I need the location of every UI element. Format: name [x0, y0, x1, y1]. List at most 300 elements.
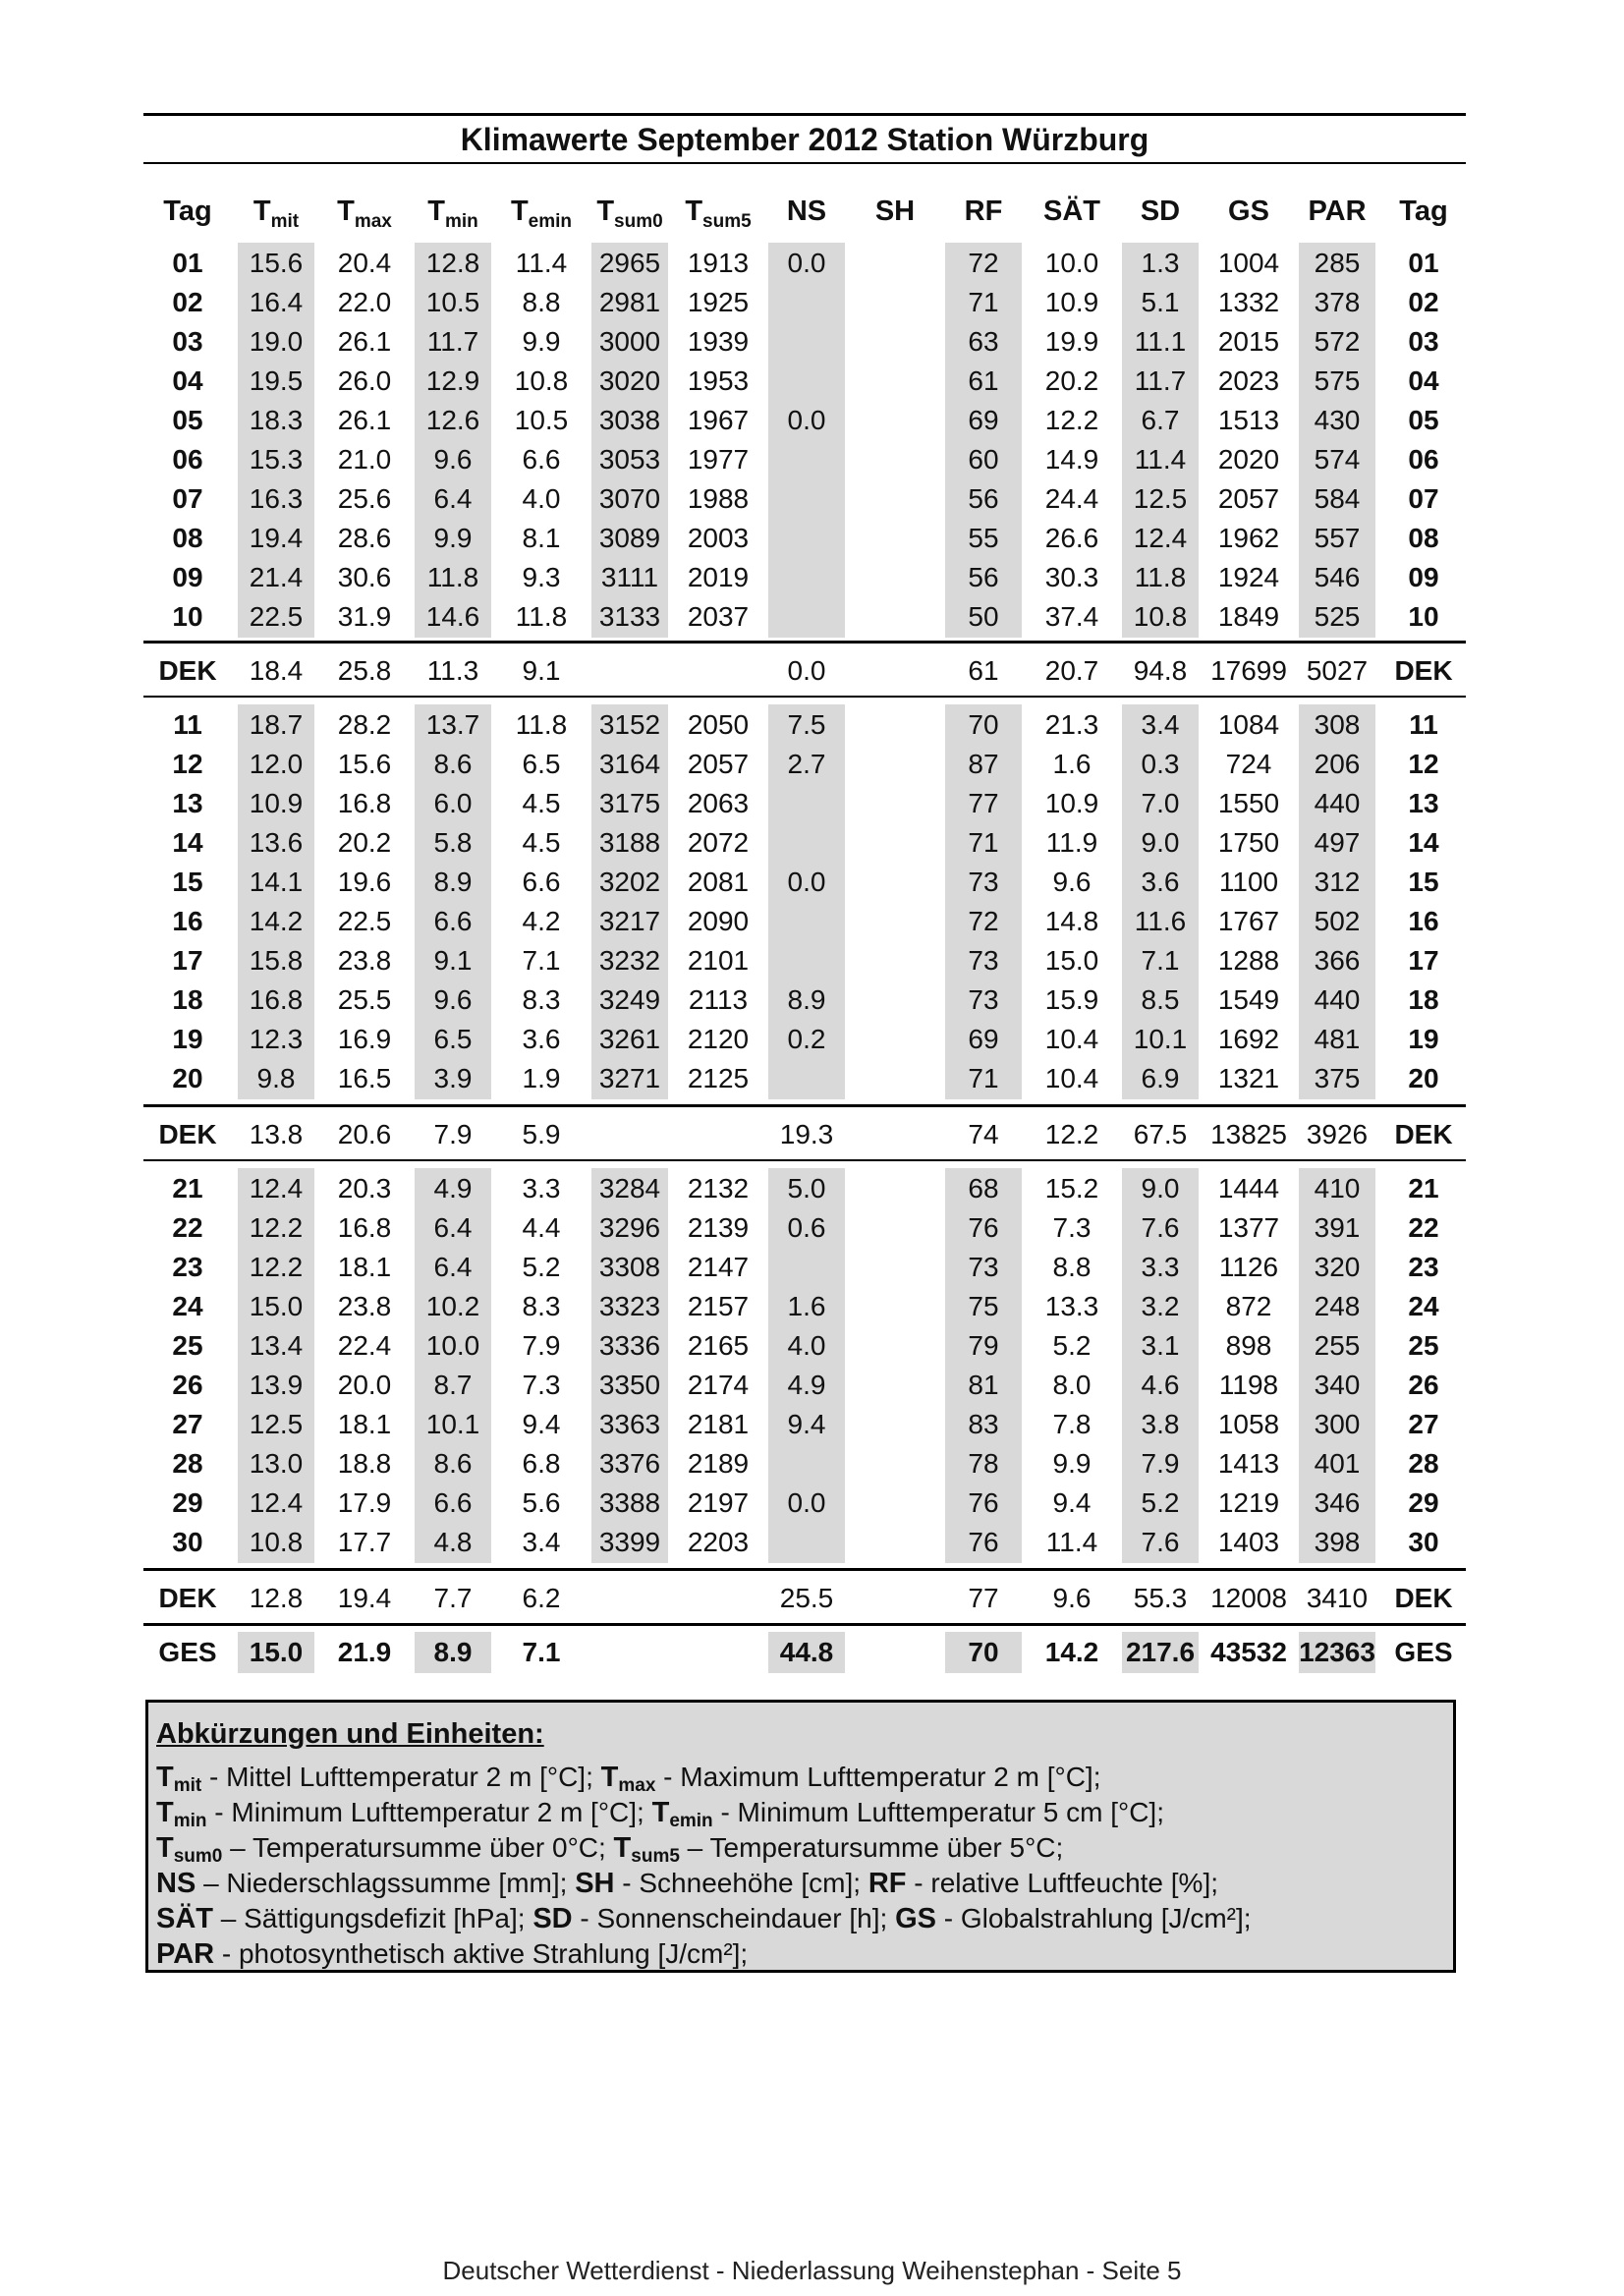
- day-row-tmit: 14.1: [249, 867, 304, 897]
- separator-rule: [143, 1104, 1466, 1107]
- day-row-tsum5: 1925: [687, 287, 750, 317]
- decade-summary-row-tag: DEK: [158, 655, 217, 686]
- day-row-tsum5: 2057: [687, 749, 750, 779]
- day-row-ns: [762, 902, 851, 941]
- day-row-temin: 7.3: [522, 1370, 561, 1400]
- legend-abbreviation: GS: [895, 1903, 936, 1934]
- day-row-tmax: 19.6: [337, 867, 392, 897]
- day-row-tmax: 21.0: [337, 444, 392, 475]
- legend-abbreviation: T: [613, 1832, 632, 1864]
- legend-subscript: sum5: [631, 1846, 680, 1867]
- day-row-gs: 1924: [1217, 562, 1280, 592]
- day-row-rf: 73: [968, 867, 999, 897]
- day-row-saet: 14.9: [1044, 444, 1099, 475]
- legend-line: [156, 1760, 1445, 1795]
- day-row-tsum0: 3188: [598, 827, 661, 858]
- day-row-sd: 7.1: [1141, 945, 1180, 976]
- day-row-tag-right: 21: [1408, 1173, 1439, 1204]
- legend-subscript: emin: [669, 1811, 713, 1831]
- day-row-tsum5: 2139: [687, 1212, 750, 1243]
- day-row-tmin: 9.9: [433, 523, 473, 553]
- day-row-ns: [762, 1059, 851, 1098]
- day-row-par: 574: [1314, 444, 1361, 475]
- day-row-tmax: 20.3: [337, 1173, 392, 1204]
- day-row-par: 584: [1314, 483, 1361, 514]
- day-row-tsum0: 3232: [598, 945, 661, 976]
- day-row-tmit: 13.6: [249, 827, 304, 858]
- day-row-tsum0: 2981: [598, 287, 661, 317]
- day-row-sh: [851, 1287, 939, 1326]
- day-row-ns: [762, 479, 851, 519]
- day-row-tsum0: 3249: [598, 984, 661, 1015]
- day-row-tmit: 18.3: [249, 405, 304, 435]
- day-row-tmax: 22.4: [337, 1330, 392, 1361]
- legend-lines: [156, 1760, 1445, 1972]
- day-row-tag-right: 29: [1408, 1487, 1439, 1518]
- day-row-tmax: 22.0: [337, 287, 392, 317]
- decade-summary-row-tmin: 11.3: [426, 655, 479, 686]
- header-label: RF: [964, 196, 1003, 227]
- decade-summary-row-tag-right: DEK: [1394, 655, 1453, 686]
- day-row-sh: [851, 1405, 939, 1444]
- day-row-tmin: 8.6: [433, 1448, 473, 1479]
- decade-summary-row-saet: 20.7: [1044, 655, 1099, 686]
- header-label: T: [596, 196, 615, 227]
- day-row-temin: 7.1: [522, 945, 561, 976]
- day-row-tmax: 18.8: [337, 1448, 392, 1479]
- decade-summary-row-par: 5027: [1306, 655, 1369, 686]
- day-row-sd: 5.1: [1141, 287, 1180, 317]
- day-row-temin: 6.6: [522, 444, 561, 475]
- decade-summary-row-rf: 77: [968, 1583, 999, 1613]
- day-row-par: 346: [1314, 1487, 1361, 1518]
- decade-summary-row-ns: 25.5: [779, 1583, 834, 1613]
- page-footer: Deutscher Wetterdienst - Niederlassung Weihenstephan - Seite 5: [442, 2256, 1182, 2285]
- decade-summary-row-tsum5: [674, 1579, 762, 1618]
- day-row-temin: 4.2: [522, 906, 561, 936]
- day-row-tag-right: 19: [1408, 1024, 1439, 1054]
- day-row-tmit: 15.3: [249, 444, 304, 475]
- day-row-sh: [851, 1326, 939, 1366]
- day-row-tmit: 12.4: [249, 1487, 304, 1518]
- day-row-tsum0: 3271: [598, 1063, 661, 1093]
- header-label: Tag: [1399, 196, 1448, 227]
- header-label: SH: [874, 196, 916, 227]
- day-row-tmax: 25.6: [337, 483, 392, 514]
- day-row-tsum5: 2132: [687, 1173, 750, 1204]
- total-row-tmin: 8.9: [433, 1637, 473, 1667]
- legend-subscript: sum0: [173, 1846, 223, 1867]
- day-row-gs: 1198: [1218, 1370, 1279, 1400]
- day-row-tmit: 12.2: [249, 1212, 304, 1243]
- day-row-tag-right: 28: [1408, 1448, 1439, 1479]
- total-row-saet: 14.2: [1044, 1637, 1099, 1667]
- header-subscript: max: [354, 211, 392, 232]
- separator-rule: [143, 1568, 1466, 1571]
- day-row-saet: 15.2: [1044, 1173, 1099, 1204]
- decade-summary-row-tsum5: [674, 1115, 762, 1154]
- legend-abbreviation: PAR: [156, 1938, 215, 1970]
- day-row-gs: 1549: [1217, 984, 1280, 1015]
- day-row-sd: 0.3: [1141, 749, 1180, 779]
- day-row-tmax: 23.8: [337, 945, 392, 976]
- day-row-tsum0: 3388: [598, 1487, 661, 1518]
- column-header-sh: [851, 189, 939, 234]
- day-row-sh: [851, 1059, 939, 1098]
- day-row-temin: 4.4: [522, 1212, 561, 1243]
- day-row-temin: 8.3: [522, 984, 561, 1015]
- legend-line: [156, 1830, 1445, 1866]
- day-row-saet: 7.8: [1052, 1409, 1092, 1439]
- day-row-tmax: 20.0: [337, 1370, 392, 1400]
- total-row-ns: 44.8: [779, 1637, 834, 1667]
- day-row-sh: [851, 705, 939, 745]
- day-row-tmit: 12.0: [249, 749, 304, 779]
- day-row-rf: 63: [968, 326, 999, 357]
- day-row-tag-right: 23: [1408, 1252, 1439, 1282]
- day-row-tsum0: 3070: [598, 483, 661, 514]
- day-row-tsum0: 3261: [598, 1024, 661, 1054]
- day-row-tsum0: 3133: [598, 601, 661, 632]
- day-row-tag: 11: [173, 709, 202, 740]
- day-row-tmin: 10.1: [425, 1409, 480, 1439]
- day-row-rf: 77: [968, 788, 999, 818]
- day-row-sd: 9.0: [1141, 1173, 1180, 1204]
- day-row-rf: 68: [968, 1173, 999, 1204]
- day-row-tsum0: 3308: [598, 1252, 661, 1282]
- day-row-par: 340: [1314, 1370, 1361, 1400]
- day-row-par: 502: [1314, 906, 1361, 936]
- day-row-rf: 72: [968, 906, 999, 936]
- day-row-tsum5: 1977: [687, 444, 750, 475]
- day-row-tsum0: 3000: [598, 326, 661, 357]
- day-row-tag: 27: [172, 1409, 203, 1439]
- day-row-tag-right: 25: [1408, 1330, 1439, 1361]
- day-row-tmax: 23.8: [337, 1291, 392, 1321]
- day-row-tmin: 6.0: [433, 788, 473, 818]
- day-row-tag-right: 03: [1408, 326, 1439, 357]
- day-row-tmit: 19.5: [249, 365, 304, 396]
- day-row-tsum5: 1913: [687, 248, 750, 278]
- day-row-tag: 10: [172, 601, 203, 632]
- day-row-tsum5: 2174: [687, 1370, 750, 1400]
- total-row-sd: 217.6: [1125, 1637, 1196, 1667]
- day-row-tag-right: 04: [1408, 365, 1439, 396]
- day-row-ns: [762, 1444, 851, 1484]
- decade-summary-row-tag: DEK: [158, 1119, 217, 1149]
- day-row-sh: [851, 401, 939, 440]
- day-row-rf: 70: [968, 709, 999, 740]
- day-row-temin: 6.8: [522, 1448, 561, 1479]
- column-header-par: [1293, 189, 1381, 234]
- day-row-tmin: 6.6: [433, 906, 473, 936]
- total-row-sh: [851, 1633, 939, 1672]
- day-row-par: 206: [1314, 749, 1361, 779]
- day-row-temin: 11.8: [515, 601, 568, 632]
- day-row-sd: 5.2: [1141, 1487, 1180, 1518]
- day-row-tmax: 16.8: [337, 788, 392, 818]
- day-row-tmax: 26.1: [337, 326, 392, 357]
- day-row-saet: 9.9: [1052, 1448, 1092, 1479]
- day-row-tsum0: 3217: [598, 906, 661, 936]
- day-row-saet: 13.3: [1044, 1291, 1099, 1321]
- day-row-gs: 2057: [1217, 483, 1280, 514]
- day-row-sd: 3.8: [1141, 1409, 1180, 1439]
- decade-summary-row-tmax: 25.8: [337, 655, 392, 686]
- day-row-tag: 18: [172, 984, 203, 1015]
- day-row-gs: 1126: [1218, 1252, 1279, 1282]
- day-row-tsum5: 2157: [687, 1291, 750, 1321]
- day-row-saet: 14.8: [1044, 906, 1099, 936]
- title-rule: [143, 162, 1466, 164]
- day-row-gs: 1403: [1217, 1527, 1280, 1557]
- day-row-saet: 11.9: [1045, 827, 1098, 858]
- day-row-tsum5: 2050: [687, 709, 750, 740]
- day-row-saet: 9.6: [1052, 867, 1092, 897]
- day-row-tmax: 20.4: [337, 248, 392, 278]
- day-row-temin: 5.2: [522, 1252, 561, 1282]
- day-row-tsum0: 3336: [598, 1330, 661, 1361]
- day-row-tsum5: 2072: [687, 827, 750, 858]
- day-row-temin: 9.4: [522, 1409, 561, 1439]
- day-row-tag-right: 09: [1408, 562, 1439, 592]
- day-row-tag: 24: [172, 1291, 203, 1321]
- day-row-gs: 1332: [1217, 287, 1280, 317]
- day-row-saet: 8.8: [1052, 1252, 1092, 1282]
- separator-rule: [143, 696, 1466, 698]
- day-row-temin: 10.5: [514, 405, 569, 435]
- day-row-tmit: 10.8: [249, 1527, 304, 1557]
- day-row-tmin: 9.6: [433, 444, 473, 475]
- legend-description: - relative Luftfeuchte [%];: [906, 1868, 1219, 1898]
- day-row-gs: 1004: [1217, 248, 1280, 278]
- day-row-ns: [762, 784, 851, 823]
- legend-abbreviation: NS: [156, 1868, 196, 1899]
- day-row-rf: 69: [968, 1024, 999, 1054]
- day-row-tmin: 10.2: [425, 1291, 480, 1321]
- day-row-tag: 14: [172, 827, 203, 858]
- day-row-ns: 4.9: [787, 1370, 826, 1400]
- day-row-tmin: 5.8: [433, 827, 473, 858]
- day-row-tmit: 12.3: [249, 1024, 304, 1054]
- day-row-sh: [851, 519, 939, 558]
- day-row-sd: 12.5: [1133, 483, 1188, 514]
- day-row-tsum5: 2003: [687, 523, 750, 553]
- day-row-tsum5: 2081: [687, 867, 750, 897]
- day-row-ns: 8.9: [787, 984, 826, 1015]
- total-row-gs: 43532: [1210, 1637, 1287, 1667]
- day-row-tag: 13: [172, 788, 203, 818]
- header-label: T: [685, 196, 703, 227]
- day-row-saet: 10.4: [1044, 1024, 1099, 1054]
- day-row-ns: 5.0: [787, 1173, 826, 1204]
- day-row-gs: 2020: [1217, 444, 1280, 475]
- day-row-rf: 76: [968, 1487, 999, 1518]
- day-row-gs: 1321: [1217, 1063, 1280, 1093]
- day-row-sh: [851, 745, 939, 784]
- page-title: Klimawerte September 2012 Station Würzburg: [460, 122, 1149, 157]
- day-row-tsum0: 3020: [598, 365, 661, 396]
- day-row-tmit: 9.8: [256, 1063, 296, 1093]
- day-row-ns: 0.0: [787, 405, 826, 435]
- legend-description: - Maximum Lufttemperatur 2 m [°C];: [655, 1762, 1101, 1792]
- day-row-sh: [851, 863, 939, 902]
- day-row-sh: [851, 362, 939, 401]
- day-row-tag: 19: [172, 1024, 203, 1054]
- decade-summary-row-tmit: 18.4: [249, 655, 304, 686]
- day-row-saet: 9.4: [1052, 1487, 1092, 1518]
- day-row-tag-right: 30: [1408, 1527, 1439, 1557]
- total-row-tmit: 15.0: [249, 1637, 304, 1667]
- day-row-tag-right: 08: [1408, 523, 1439, 553]
- day-row-saet: 19.9: [1044, 326, 1099, 357]
- total-row-tsum5: [674, 1633, 762, 1672]
- day-row-tag-right: 15: [1408, 867, 1439, 897]
- column-header-rf: [939, 189, 1028, 234]
- legend-subscript: mit: [173, 1775, 202, 1796]
- day-row-tmit: 15.8: [249, 945, 304, 976]
- header-label: PAR: [1308, 196, 1367, 227]
- day-row-ns: 4.0: [787, 1330, 826, 1361]
- legend-description: - Minimum Lufttemperatur 5 cm [°C];: [712, 1797, 1164, 1827]
- day-row-rf: 60: [968, 444, 999, 475]
- total-row-temin: 7.1: [522, 1637, 561, 1667]
- total-row-rf: 70: [968, 1637, 999, 1667]
- day-row-tmit: 19.4: [249, 523, 304, 553]
- day-row-tag-right: 18: [1408, 984, 1439, 1015]
- day-row-tag-right: 16: [1408, 906, 1439, 936]
- day-row-tsum0: 3038: [598, 405, 661, 435]
- day-row-rf: 73: [968, 984, 999, 1015]
- day-row-tmax: 16.8: [337, 1212, 392, 1243]
- day-row-par: 366: [1314, 945, 1361, 976]
- day-row-par: 375: [1314, 1063, 1361, 1093]
- day-row-sh: [851, 1366, 939, 1405]
- day-row-tag-right: 02: [1408, 287, 1439, 317]
- day-row-par: 546: [1314, 562, 1361, 592]
- day-row-gs: 2023: [1217, 365, 1280, 396]
- day-row-tsum5: 2147: [687, 1252, 750, 1282]
- day-row-tsum0: 3284: [598, 1173, 661, 1204]
- day-row-tmin: 4.9: [433, 1173, 473, 1204]
- day-row-sd: 3.6: [1141, 867, 1180, 897]
- legend-abbreviation: SD: [532, 1903, 573, 1934]
- decade-summary-row-ns: 0.0: [787, 655, 826, 686]
- day-row-tag-right: 26: [1408, 1370, 1439, 1400]
- day-row-par: 378: [1314, 287, 1361, 317]
- legend-description: – Niederschlagssumme [mm];: [196, 1868, 576, 1898]
- day-row-tmin: 10.5: [425, 287, 480, 317]
- day-row-sd: 10.8: [1133, 601, 1188, 632]
- day-row-sh: [851, 1248, 939, 1287]
- day-row-tmin: 9.6: [433, 984, 473, 1015]
- day-row-tsum5: 2090: [687, 906, 750, 936]
- legend-description: - Minimum Lufttemperatur 2 m [°C];: [206, 1797, 652, 1827]
- day-row-tag: 26: [172, 1370, 203, 1400]
- legend-line: [156, 1866, 1445, 1901]
- day-row-tmin: 11.8: [426, 562, 479, 592]
- day-row-par: 255: [1314, 1330, 1361, 1361]
- day-row-tmax: 16.5: [337, 1063, 392, 1093]
- decade-summary-row-temin: 5.9: [522, 1119, 561, 1149]
- day-row-rf: 56: [968, 562, 999, 592]
- day-row-tsum0: 3202: [598, 867, 661, 897]
- day-row-tmin: 6.4: [433, 1252, 473, 1282]
- day-row-rf: 87: [968, 749, 999, 779]
- day-row-rf: 71: [968, 827, 999, 858]
- day-row-tsum0: 3175: [598, 788, 661, 818]
- day-row-par: 575: [1314, 365, 1361, 396]
- legend-abbreviation: T: [651, 1797, 670, 1828]
- day-row-tag: 30: [172, 1527, 203, 1557]
- day-row-tsum5: 1988: [687, 483, 750, 514]
- day-row-ns: [762, 362, 851, 401]
- day-row-tmin: 12.6: [425, 405, 480, 435]
- day-row-rf: 76: [968, 1212, 999, 1243]
- day-row-saet: 26.6: [1044, 523, 1099, 553]
- day-row-rf: 71: [968, 1063, 999, 1093]
- day-row-sh: [851, 823, 939, 863]
- day-row-rf: 76: [968, 1527, 999, 1557]
- day-row-tag: 01: [172, 248, 203, 278]
- day-row-tmit: 12.4: [249, 1173, 304, 1204]
- decade-summary-row-sd: 94.8: [1133, 655, 1188, 686]
- day-row-sh: [851, 479, 939, 519]
- day-row-rf: 83: [968, 1409, 999, 1439]
- total-row-tmax: 21.9: [337, 1637, 392, 1667]
- day-row-ns: [762, 941, 851, 980]
- day-row-tsum0: 3363: [598, 1409, 661, 1439]
- day-row-sd: 10.1: [1133, 1024, 1188, 1054]
- day-row-tmit: 16.8: [249, 984, 304, 1015]
- day-row-tag-right: 05: [1408, 405, 1439, 435]
- day-row-tag-right: 17: [1408, 945, 1439, 976]
- day-row-sd: 6.9: [1141, 1063, 1180, 1093]
- legend-description: - photosynthetisch aktive Strahlung [J/cm²];: [214, 1938, 749, 1969]
- separator-rule: [143, 641, 1466, 644]
- day-row-par: 312: [1314, 867, 1361, 897]
- day-row-gs: 1513: [1217, 405, 1280, 435]
- day-row-ns: 7.5: [787, 709, 826, 740]
- day-row-tmax: 28.2: [337, 709, 392, 740]
- day-row-tsum0: 3053: [598, 444, 661, 475]
- day-row-sh: [851, 597, 939, 637]
- day-row-tmin: 13.7: [425, 709, 480, 740]
- day-row-saet: 10.0: [1044, 248, 1099, 278]
- day-row-tsum5: 2120: [687, 1024, 750, 1054]
- day-row-sd: 7.6: [1141, 1212, 1180, 1243]
- day-row-ns: [762, 440, 851, 479]
- day-row-tsum0: 3296: [598, 1212, 661, 1243]
- day-row-sh: [851, 440, 939, 479]
- day-row-saet: 21.3: [1044, 709, 1099, 740]
- day-row-sd: 11.4: [1134, 444, 1187, 475]
- day-row-par: 320: [1314, 1252, 1361, 1282]
- header-subscript: min: [444, 211, 478, 232]
- day-row-tag: 28: [172, 1448, 203, 1479]
- day-row-tag: 16: [172, 906, 203, 936]
- day-row-tmin: 10.0: [425, 1330, 480, 1361]
- day-row-tmax: 28.6: [337, 523, 392, 553]
- day-row-temin: 3.6: [522, 1024, 561, 1054]
- day-row-tsum5: 2125: [687, 1063, 750, 1093]
- day-row-tag: 09: [172, 562, 203, 592]
- day-row-par: 401: [1314, 1448, 1361, 1479]
- day-row-ns: 0.0: [787, 248, 826, 278]
- day-row-par: 430: [1314, 405, 1361, 435]
- day-row-gs: 1219: [1217, 1487, 1280, 1518]
- legend-description: - Sonnenscheindauer [h];: [572, 1903, 896, 1933]
